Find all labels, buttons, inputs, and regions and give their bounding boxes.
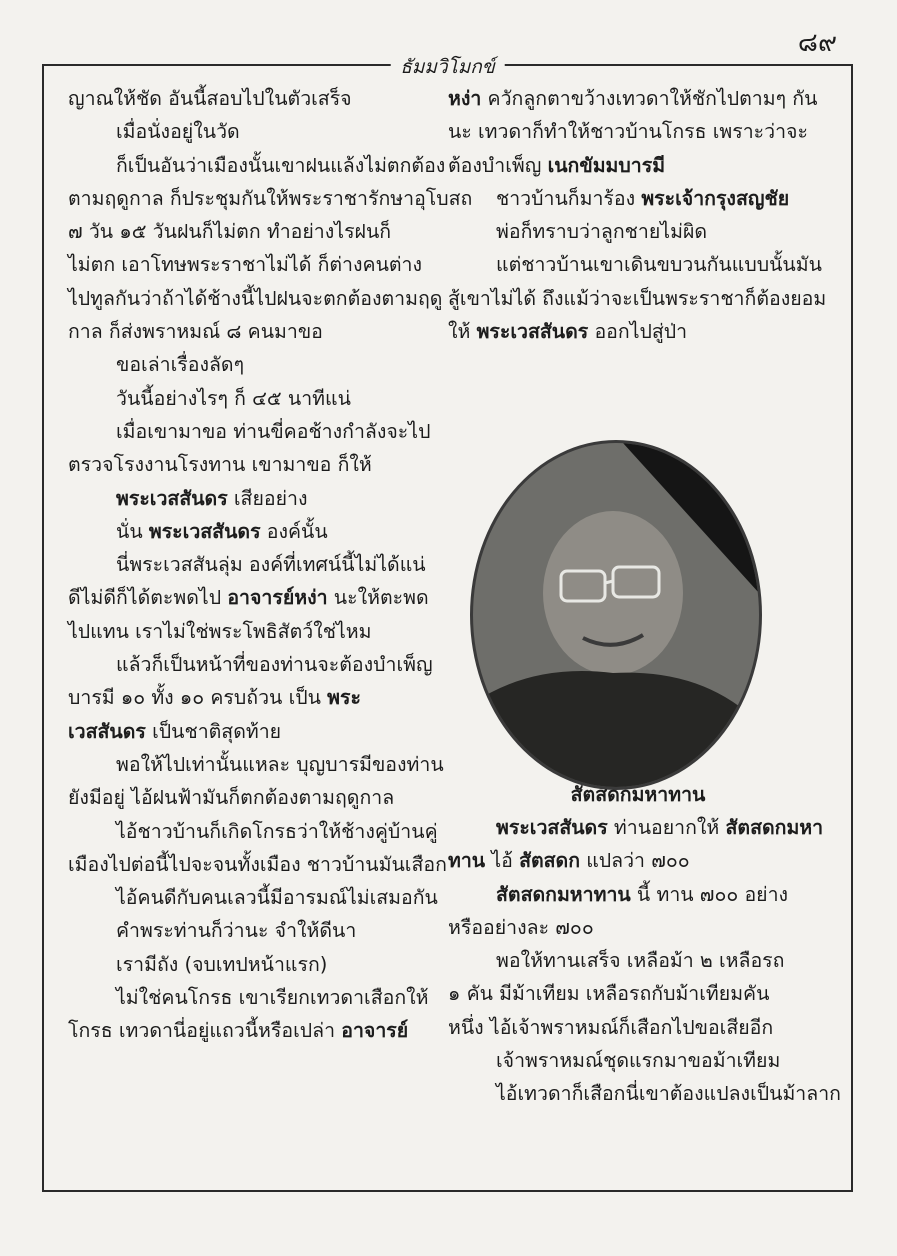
text-run: พอให้ทานเสร็จ เหลือม้า ๒ เหลือรถ (496, 949, 785, 973)
bold-term: เวสสันดร (68, 719, 146, 743)
text-run: สู้เขาไม่ได้ ถึงแม้ว่าจะเป็นพระราชาก็ต้องยอม (448, 286, 827, 310)
text-line (68, 748, 444, 781)
text-run: นะให้ตะพด (327, 586, 429, 610)
bold-term: อาจารย์ (341, 1019, 409, 1043)
text-run: เมื่อเขามาขอ ท่านขี่คอช้างกำลังจะไป (116, 419, 431, 443)
text-run: ตามฤดูกาล ก็ประชุมกันให้พระราชารักษาอุโบสถ (68, 186, 473, 210)
text-run: ไอ้คนดีกับคนเลวนี้มีอารมณ์ไม่เสมอกัน (116, 886, 438, 910)
bold-term: พระเวสสันดร (476, 320, 589, 344)
text-line (448, 149, 828, 182)
text-run: ท่านอยากให้ (607, 816, 726, 839)
text-run: แล้วก็เป็นหน้าที่ของท่านจะต้องบำเพ็ญ (116, 653, 433, 677)
text-line (448, 315, 828, 348)
text-run: ควักลูกตาขว้างเทวดาให้ชักไปตามๆ กัน (481, 87, 818, 110)
text-line (68, 548, 426, 581)
text-line (448, 944, 828, 977)
text-run: ชาวบ้านก็มาร้อง (496, 186, 642, 210)
bold-term: ทาน (448, 849, 486, 873)
photo-caption (448, 778, 828, 811)
text-run: องค์นั้น (260, 519, 328, 543)
text-line (448, 282, 828, 315)
text-run: นี่พระเวสสันลุ่ม องค์ที่เทศน์นี้ไม่ได้แน่ (116, 553, 426, 577)
text-line (68, 948, 418, 981)
text-run: ไม่ตก เอาโทษพระราชาไม่ได้ ก็ต่างคนต่าง (68, 253, 423, 277)
text-line (68, 348, 418, 381)
left-column (68, 82, 473, 1048)
text-run: หนึ่ง ไอ้เจ้าพราหมณ์ก็เสือกไปขอเสียอีก (448, 1015, 774, 1039)
text-line (448, 82, 828, 115)
text-line (68, 815, 438, 848)
text-line (448, 844, 828, 877)
text-line (68, 648, 433, 681)
text-run: เจ้าพราหมณ์ชุดแรกมาขอม้าเทียม (496, 1049, 781, 1073)
text-run: แต่ชาวบ้านเขาเดินขบวนกันแบบนั้นมัน (496, 253, 822, 277)
text-line (68, 914, 418, 947)
text-line (68, 115, 418, 148)
bold-term: สัตสดกมหาทาน (496, 882, 631, 906)
text-line (68, 615, 418, 648)
text-run: ไอ้เทวดาก็เสือกนี่เขาต้องแปลงเป็นม้าลาก (496, 1082, 841, 1106)
text-run: หรืออย่างละ ๗๐๐ (448, 915, 594, 939)
text-line (68, 315, 418, 348)
text-line (68, 82, 418, 115)
text-run: เมื่อนั่งอยู่ในวัด (116, 120, 240, 144)
bold-term: พระเจ้ากรุงสญชัย (641, 186, 790, 210)
text-line (68, 482, 418, 515)
text-line (68, 681, 418, 714)
text-run: ไปแทน เราไม่ใช่พระโพธิสัตว์ใช่ไหม (68, 619, 372, 643)
text-line (448, 115, 828, 148)
text-run: นี้ ทาน ๗๐๐ อย่าง (630, 882, 789, 906)
bold-term: พระเวสสันดร (116, 486, 228, 510)
text-run: ยังมีอยู่ ไอ้ฝนฟ้ามันก็ตกต้องตามฤดูกาล (68, 786, 395, 810)
bold-term: พระเวสสันดร (496, 816, 608, 839)
page-number: ๘๙ (797, 28, 837, 58)
text-line (448, 248, 828, 281)
text-line (448, 1011, 828, 1044)
bold-term: หง่า (448, 87, 482, 110)
text-line (448, 1077, 841, 1110)
text-run: ญาณให้ชัด อันนี้สอบไปในตัวเสร็จ (68, 87, 352, 110)
text-line (68, 248, 423, 281)
text-line (448, 811, 828, 844)
text-run: คำพระท่านก็ว่านะ จำให้ดีนา (116, 919, 357, 943)
text-line (68, 781, 418, 814)
text-line (68, 881, 438, 914)
text-line (68, 1014, 418, 1047)
text-line (68, 382, 418, 415)
text-run: เรามีถัง (จบเทปหน้าแรก) (116, 952, 328, 976)
text-run: ดีไม่ดีก็ได้ตะพดไป (68, 586, 228, 610)
text-run: ให้ (448, 320, 477, 344)
text-run: พอให้ไปเท่านั้นแหละ บุญบารมีของท่าน (116, 752, 444, 776)
text-line (448, 215, 828, 248)
text-run: ไอ้ (485, 849, 520, 873)
text-line (448, 977, 828, 1010)
text-line (68, 848, 447, 881)
text-run: ๑ คัน มีม้าเทียม เหลือรถกับม้าเทียมคัน (448, 982, 770, 1006)
portrait-image (473, 443, 759, 787)
text-line (448, 1044, 828, 1077)
text-line (448, 878, 828, 911)
text-run: ก็เป็นอันว่าเมืองนั้นเขาฝนแล้งไม่ตกต้อง (116, 153, 446, 177)
bold-term: อาจารย์หง่า (227, 586, 328, 610)
text-line (68, 515, 418, 548)
right-column-top (448, 82, 828, 348)
running-header-title: ธัมมวิโมกข์ (390, 52, 505, 82)
text-line (68, 581, 429, 614)
text-line (68, 182, 473, 215)
text-run: ไปทูลกันว่าถ้าได้ช้างนี้ไปฝนจะตกต้องตามฤดู (68, 286, 443, 310)
bold-term: พระเวสสันดร (148, 519, 261, 543)
text-run: ไอ้ชาวบ้านก็เกิดโกรธว่าให้ช้างคู่บ้านคู่ (116, 819, 438, 843)
text-line (448, 911, 828, 944)
text-run: ตรวจโรงงานโรงทาน เขามาขอ ก็ให้ (68, 453, 372, 477)
text-run: พ่อก็ทราบว่าลูกชายไม่ผิด (496, 220, 708, 244)
text-run: แปลว่า ๗๐๐ (580, 849, 690, 873)
text-line (68, 715, 418, 748)
text-run: ไม่ใช่คนโกรธ เขาเรียกเทวดาเสือกให้ (116, 986, 429, 1010)
photo-caption-text: สัตสดกมหาทาน (570, 783, 706, 806)
bold-term: สัตสดกมหา (725, 816, 824, 839)
text-line (68, 282, 443, 315)
text-run: ขอเล่าเรื่องลัดๆ (116, 353, 245, 377)
content-frame (42, 56, 853, 1192)
monk-portrait-photo (470, 440, 762, 790)
text-run: เมืองไปต่อนี้ไปจะจนทั้งเมือง ชาวบ้านมันเสือก (68, 852, 447, 876)
text-line (68, 149, 446, 182)
text-run: ต้องบำเพ็ญ (448, 153, 548, 177)
text-run: เป็นชาติสุดท้าย (145, 719, 282, 743)
text-run: เสียอย่าง (227, 486, 308, 510)
text-line (68, 448, 418, 481)
text-run: บารมี ๑๐ ทั้ง ๑๐ ครบถ้วน เป็น (68, 686, 328, 710)
text-run: โกรธ เทวดานี่อยู่แถวนี้หรือเปล่า (68, 1019, 342, 1043)
right-column-bottom (448, 811, 841, 1111)
bold-term: พระ (327, 686, 361, 710)
text-run: นั่น (116, 519, 149, 543)
text-run: นะ เทวดาก็ทำให้ชาวบ้านโกรธ เพราะว่าจะ (448, 120, 808, 144)
bold-term: สัตสดก (519, 849, 580, 873)
text-run: ๗ วัน ๑๕ วันฝนก็ไม่ตก ทำอย่างไรฝนก็ (68, 220, 392, 244)
text-line (68, 981, 429, 1014)
text-line (68, 415, 431, 448)
text-line (68, 215, 418, 248)
text-run: ออกไปสู่ป่า (588, 320, 688, 344)
bold-term: เนกขัมมบารมี (547, 153, 666, 177)
text-line (448, 182, 828, 215)
text-run: กาล ก็ส่งพราหมณ์ ๘ คนมาขอ (68, 320, 323, 344)
text-run: วันนี้อย่างไรๆ ก็ ๔๕ นาทีแน่ (116, 386, 351, 410)
